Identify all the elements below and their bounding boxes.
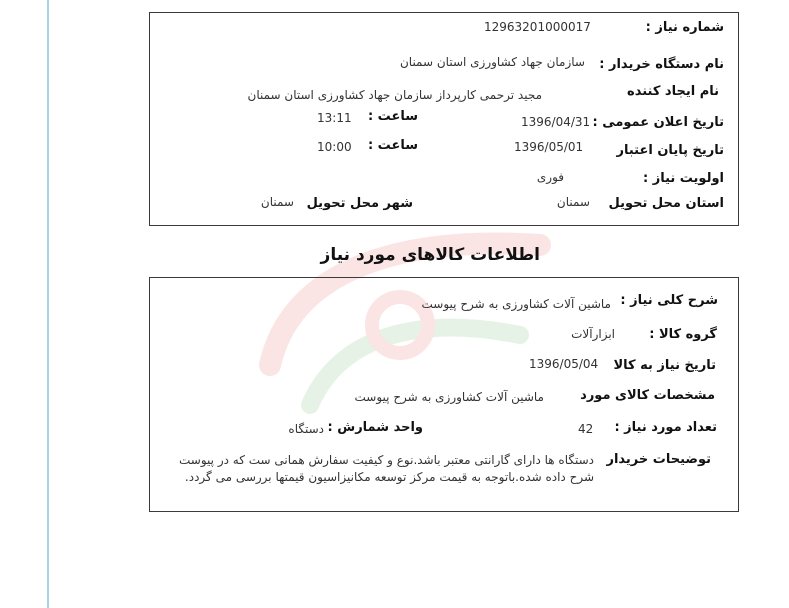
- quantity-label: تعداد مورد نیاز :: [614, 420, 717, 435]
- general-desc-label: شرح کلی نیاز :: [620, 293, 718, 308]
- section-title: اطلاعات کالاهای مورد نیاز: [320, 245, 540, 265]
- delivery-province-label: استان محل تحویل: [608, 196, 724, 211]
- creator-label: نام ایجاد کننده: [627, 84, 719, 99]
- need-date-label: تاریخ نیاز به کالا: [613, 358, 716, 373]
- announce-time-label: ساعت :: [367, 109, 418, 124]
- spec-value: ماشین آلات کشاورزی به شرح پیوست: [354, 390, 544, 404]
- need-number-value: 12963201000017: [484, 20, 591, 34]
- need-date-value: 1396/05/04: [529, 357, 599, 371]
- buyer-org-value: سازمان جهاد کشاورزی استان سمنان: [399, 55, 585, 69]
- creator-value: مجید ترحمی کارپرداز سازمان جهاد کشاورزی استان سمنان: [247, 88, 542, 102]
- group-label: گروه کالا :: [649, 327, 717, 342]
- unit-value: دستگاه: [288, 422, 324, 436]
- buyer-notes-value: دستگاه ها دارای گارانتی معتبر باشد.نوع و کیفیت سفارش همانی ست که در پیوست شرح داده شده.باتوجه به قیمت مرکز توسعه مکانیزاسیون قیمتها بررسی می گردد.: [179, 453, 594, 484]
- expiry-time-label: ساعت :: [367, 138, 418, 153]
- quantity-value: 42: [578, 422, 594, 436]
- announce-date-value: 1396/04/31: [521, 115, 591, 129]
- announce-date-label: تاریخ اعلان عمومی :: [592, 115, 724, 130]
- unit-label: واحد شمارش :: [327, 420, 423, 435]
- expiry-date-label: تاریخ پایان اعتبار: [616, 143, 724, 158]
- group-value: ابزارآلات: [571, 327, 615, 341]
- priority-label: اولویت نیاز :: [642, 171, 724, 186]
- priority-value: فوری: [536, 170, 564, 184]
- announce-time-value: 13:11: [317, 111, 352, 125]
- delivery-city-label: شهر محل تحویل: [306, 196, 413, 211]
- need-number-label: شماره نیاز :: [645, 20, 724, 35]
- delivery-city-value: سمنان: [260, 195, 294, 209]
- buyer-org-label: نام دستگاه خریدار :: [599, 57, 724, 72]
- expiry-time-value: 10:00: [317, 140, 352, 154]
- buyer-notes-label: توضیحات خریدار: [606, 452, 711, 467]
- general-desc-value: ماشین آلات کشاورزی به شرح پیوست: [421, 297, 611, 311]
- page-margin-line: [47, 0, 49, 608]
- spec-label: مشخصات کالای مورد: [580, 388, 715, 403]
- delivery-province-value: سمنان: [556, 195, 590, 209]
- expiry-date-value: 1396/05/01: [514, 140, 584, 154]
